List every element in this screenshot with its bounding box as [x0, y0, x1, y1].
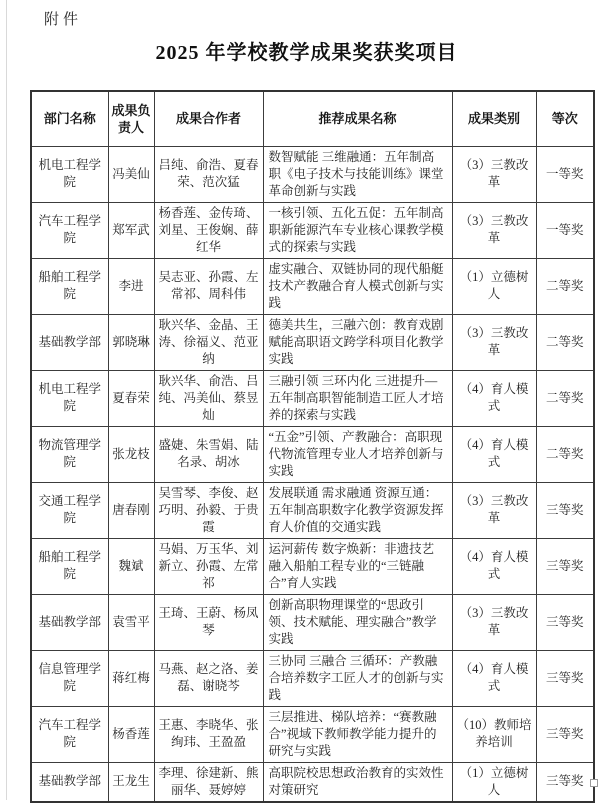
cell-grade: 三等奖: [536, 538, 594, 594]
cell-achievement: 虚实融合、双链协同的现代船艇技术产教融合育人模式创新与实践: [263, 258, 452, 314]
table-row: [31, 426, 594, 482]
table-row: [31, 482, 594, 538]
cell-achievement: 发展联通 需求融通 资源互通：五年制高职数字化教学资源发挥育人价值的交通实践: [263, 482, 452, 538]
cell-grade: 二等奖: [536, 258, 594, 314]
page-scan-edge: [6, 0, 7, 800]
table-header-row: [31, 91, 594, 146]
cell-department: 机电工程学院: [31, 146, 108, 202]
cell-achievement: 德美共生，三融六创：教育戏剧赋能高职语文跨学科项目化教学实践: [263, 314, 452, 370]
column-header: 成果合作者: [154, 91, 263, 146]
cell-category: （4）育人模式: [452, 538, 536, 594]
cell-department: 船舶工程学院: [31, 258, 108, 314]
cell-category: （1）立德树人: [452, 762, 536, 802]
cell-collaborators: 耿兴华、金晶、王涛、徐福义、范亚纳: [154, 314, 263, 370]
cell-department: 汽车工程学院: [31, 202, 108, 258]
cell-grade: 二等奖: [536, 426, 594, 482]
cell-grade: 三等奖: [536, 482, 594, 538]
table-row: [31, 762, 594, 802]
cell-leader: 唐春刚: [108, 482, 154, 538]
table-row: [31, 258, 594, 314]
cell-achievement: 高职院校思想政治教育的实效性对策研究: [263, 762, 452, 802]
cell-grade: 一等奖: [536, 202, 594, 258]
table-row: [31, 370, 594, 426]
column-header: 推荐成果名称: [263, 91, 452, 146]
cell-department: 基础教学部: [31, 314, 108, 370]
cell-grade: 三等奖: [536, 594, 594, 650]
cell-achievement: “五金”引领、产教融合：高职现代物流管理专业人才培养创新与实践: [263, 426, 452, 482]
cell-collaborators: 马燕、赵之洛、姜磊、谢晓芩: [154, 650, 263, 706]
cell-department: 汽车工程学院: [31, 706, 108, 762]
cell-collaborators: 吴雪琴、李俊、赵巧明、孙毅、于贵霞: [154, 482, 263, 538]
cell-leader: 郑军武: [108, 202, 154, 258]
cell-collaborators: 吴志亚、孙霞、左常祁、周科伟: [154, 258, 263, 314]
cell-leader: 王龙生: [108, 762, 154, 802]
table-row: [31, 650, 594, 706]
cell-collaborators: 李理、徐建新、熊丽华、聂婷婷: [154, 762, 263, 802]
table-row: [31, 146, 594, 202]
end-of-document-mark: [590, 779, 598, 787]
cell-collaborators: 马娟、万玉华、刘新立、孙霞、左常祁: [154, 538, 263, 594]
cell-achievement: 创新高职物理课堂的“思政引领、技术赋能、理实融合”教学实践: [263, 594, 452, 650]
cell-collaborators: 杨香莲、金传琦、刘星、王俊娴、薛红华: [154, 202, 263, 258]
cell-achievement: 运河薪传 数字焕新：非遗技艺融入船舶工程专业的“三链融合”育人实践: [263, 538, 452, 594]
cell-grade: 一等奖: [536, 146, 594, 202]
cell-department: 信息管理学院: [31, 650, 108, 706]
cell-achievement: 一核引领、五化五促：五年制高职新能源汽车专业核心课教学模式的探索与实践: [263, 202, 452, 258]
cell-leader: 郭晓琳: [108, 314, 154, 370]
cell-department: 物流管理学院: [31, 426, 108, 482]
cell-department: 基础教学部: [31, 762, 108, 802]
cell-category: （3）三教改革: [452, 594, 536, 650]
table-row: [31, 706, 594, 762]
cell-leader: 张龙枝: [108, 426, 154, 482]
cell-category: （3）三教改革: [452, 146, 536, 202]
cell-achievement: 三融引领 三环内化 三进提升—五年制高职智能制造工匠人才培养的探索与实践: [263, 370, 452, 426]
cell-achievement: 三协同 三融合 三循环：产教融合培养数字工匠人才的创新与实践: [263, 650, 452, 706]
cell-category: （3）三教改革: [452, 314, 536, 370]
cell-category: （4）育人模式: [452, 370, 536, 426]
cell-category: （1）立德树人: [452, 258, 536, 314]
column-header: 部门名称: [31, 91, 108, 146]
cell-achievement: 三层推进、梯队培养：“赛教融合”视域下教师教学能力提升的研究与实践: [263, 706, 452, 762]
awards-table: [30, 90, 595, 803]
cell-collaborators: 王惠、李晓华、张绚玮、王盈盈: [154, 706, 263, 762]
table-row: [31, 314, 594, 370]
column-header: 等次: [536, 91, 594, 146]
table-row: [31, 202, 594, 258]
cell-department: 船舶工程学院: [31, 538, 108, 594]
cell-grade: 三等奖: [536, 650, 594, 706]
cell-achievement: 数智赋能 三维融通：五年制高职《电子技术与技能训练》课堂革命创新与实践: [263, 146, 452, 202]
cell-leader: 夏春荣: [108, 370, 154, 426]
cell-grade: 三等奖: [536, 706, 594, 762]
table-row: [31, 594, 594, 650]
cell-category: （4）育人模式: [452, 650, 536, 706]
cell-category: （3）三教改革: [452, 482, 536, 538]
cell-grade: 三等奖: [536, 762, 594, 802]
cell-leader: 李进: [108, 258, 154, 314]
cell-department: 基础教学部: [31, 594, 108, 650]
cell-department: 交通工程学院: [31, 482, 108, 538]
cell-leader: 杨香莲: [108, 706, 154, 762]
cell-leader: 魏斌: [108, 538, 154, 594]
cell-grade: 二等奖: [536, 314, 594, 370]
page-title: 2025 年学校教学成果奖获奖项目: [155, 42, 458, 64]
cell-leader: 冯美仙: [108, 146, 154, 202]
cell-leader: 蒋红梅: [108, 650, 154, 706]
cell-department: 机电工程学院: [31, 370, 108, 426]
attachment-label: 附件: [44, 12, 83, 28]
cell-collaborators: 盛婕、朱雪娟、陆名录、胡冰: [154, 426, 263, 482]
column-header: 成果负责人: [108, 91, 154, 146]
cell-grade: 二等奖: [536, 370, 594, 426]
cell-collaborators: 耿兴华、俞浩、吕纯、冯美仙、蔡昱灿: [154, 370, 263, 426]
column-header: 成果类别: [452, 91, 536, 146]
cell-collaborators: 吕纯、俞浩、夏春荣、范次猛: [154, 146, 263, 202]
cell-leader: 袁雪平: [108, 594, 154, 650]
table-row: [31, 538, 594, 594]
cell-category: （3）三教改革: [452, 202, 536, 258]
cell-collaborators: 王琦、王蔚、杨凤琴: [154, 594, 263, 650]
cell-category: （10）教师培养培训: [452, 706, 536, 762]
cell-category: （4）育人模式: [452, 426, 536, 482]
